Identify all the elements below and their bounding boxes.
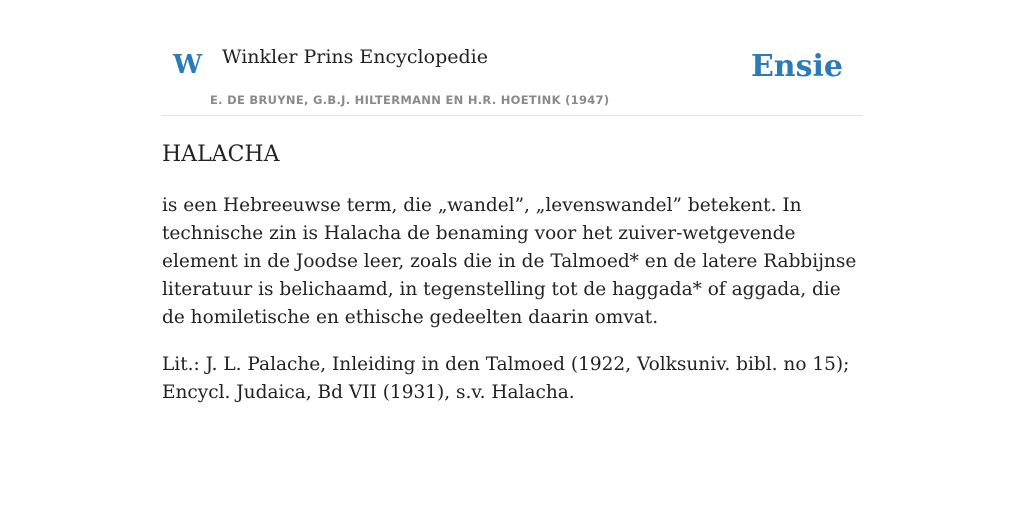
article-headword: HALACHA xyxy=(162,142,280,167)
article-literature: Lit.: J. L. Palache, Inleiding in den Talmoed (1922, Volksuniv. bibl. no 15); Encycl. Judaica, Bd VII (1931), s.v. Halacha. xyxy=(162,354,850,403)
brand-logo[interactable]: Ensie xyxy=(750,49,843,84)
page-container xyxy=(162,0,862,403)
source-header xyxy=(162,0,862,116)
publication-logo[interactable]: W xyxy=(173,50,203,80)
article-paragraph: is een Hebreeuwse term, die „wandel”, „levenswandel” betekent. In technische zin is Halacha de benaming voor het zuiver-wetgevende element in de Joodse leer, zoals die in de Talmoed* en de latere Rabbijnse literatuur is belichaamd, in tegenstelling tot de haggada* of aggada, die de homiletische en ethische gedeelten daarin omvat. xyxy=(162,195,857,328)
publication-authors: E. DE BRUYNE, G.B.J. HILTERMANN EN H.R. HOETINK (1947) xyxy=(210,93,610,107)
publication-title[interactable]: Winkler Prins Encyclopedie xyxy=(222,46,488,68)
article-body xyxy=(162,192,867,426)
